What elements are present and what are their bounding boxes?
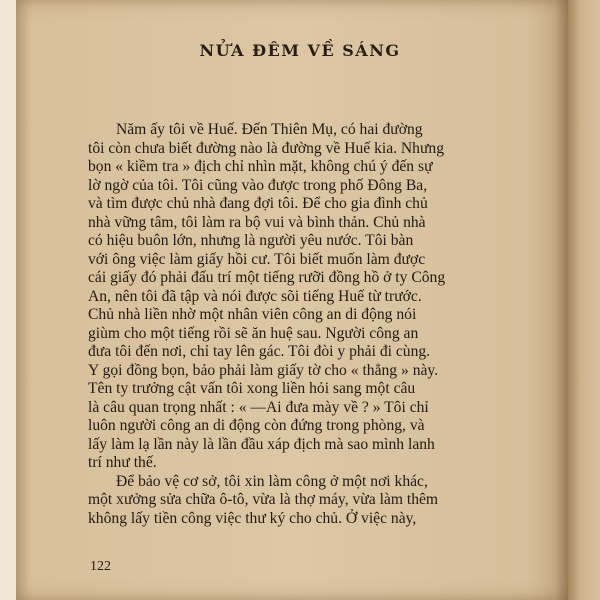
text-line: An, nên tôi đã tập và nói được sõi tiếng Huế từ trước.	[88, 287, 422, 305]
page-number: 122	[90, 559, 111, 574]
text-line: luôn người công an di động còn đứng trong phòng, và	[88, 417, 425, 434]
text-line: có hiệu buôn lớn, nhưng là người yêu nước. Tôi bàn	[88, 232, 414, 249]
text-line: cái giấy đó phải đấu trí một tiếng rưỡi đồng hồ ở ty Công	[88, 269, 446, 286]
text-line: giùm cho một tiếng rồi sẽ ăn huệ sau. Người công an	[88, 324, 419, 342]
text-line: Tên ty trưởng cật vấn tôi xong liền hỏi sang một câu	[88, 380, 416, 397]
text-line: một xưởng sửa chữa ô-tô, vừa là thợ máy, vừa làm thêm	[88, 491, 439, 508]
text-line: trí như thế.	[88, 454, 157, 471]
text-line: và tìm được chủ nhà đang đợi tôi. Để cho gia đình chủ	[88, 195, 428, 212]
text-line: đưa tôi đến nơi, chỉ tay lên gác. Tôi đòi y phải đi cùng.	[88, 343, 431, 360]
text-line: tôi còn chưa biết đường nào là đường về Huế kia. Nhưng	[88, 139, 445, 157]
text-line: bọn « kiềm tra » địch chỉ nhìn mặt, không chú ý đến sự	[88, 158, 433, 175]
text-line: với ông việc làm giấy hồi cư. Tôi biết muốn làm được	[88, 250, 426, 268]
text-line: Năm ấy tôi về Huế. Đến Thiên Mụ, có hai đường	[116, 121, 423, 138]
text-line: lờ ngờ của tôi. Tôi cũng vào được trong phố Đông Ba,	[88, 176, 428, 194]
text-line: Để bảo vệ cơ sở, tôi xin làm công ở một nơi khác,	[116, 472, 428, 490]
facing-page-edge	[568, 0, 600, 600]
text-line: là câu quan trọng nhất : « —Ai đưa mày về ? » Tôi chỉ	[88, 398, 429, 416]
text-line: lấy làm lạ lần này là lần đầu xáp địch mà sao mình lanh	[88, 435, 435, 453]
text-line: Y gọi đồng bọn, bảo phải làm giấy tờ cho « thẳng » này.	[88, 361, 439, 379]
text-line: nhà vững tâm, tôi làm ra bộ vui và bình thản. Chủ nhà	[88, 213, 426, 231]
text-line: Chủ nhà liền nhờ một nhân viên công an di động nói	[88, 306, 417, 323]
text-line: không lấy tiền công việc thư ký cho chủ. Ở việc này,	[88, 509, 417, 527]
chapter-title: NỬA ĐÊM VỀ SÁNG	[199, 41, 401, 60]
body-text	[88, 121, 528, 528]
